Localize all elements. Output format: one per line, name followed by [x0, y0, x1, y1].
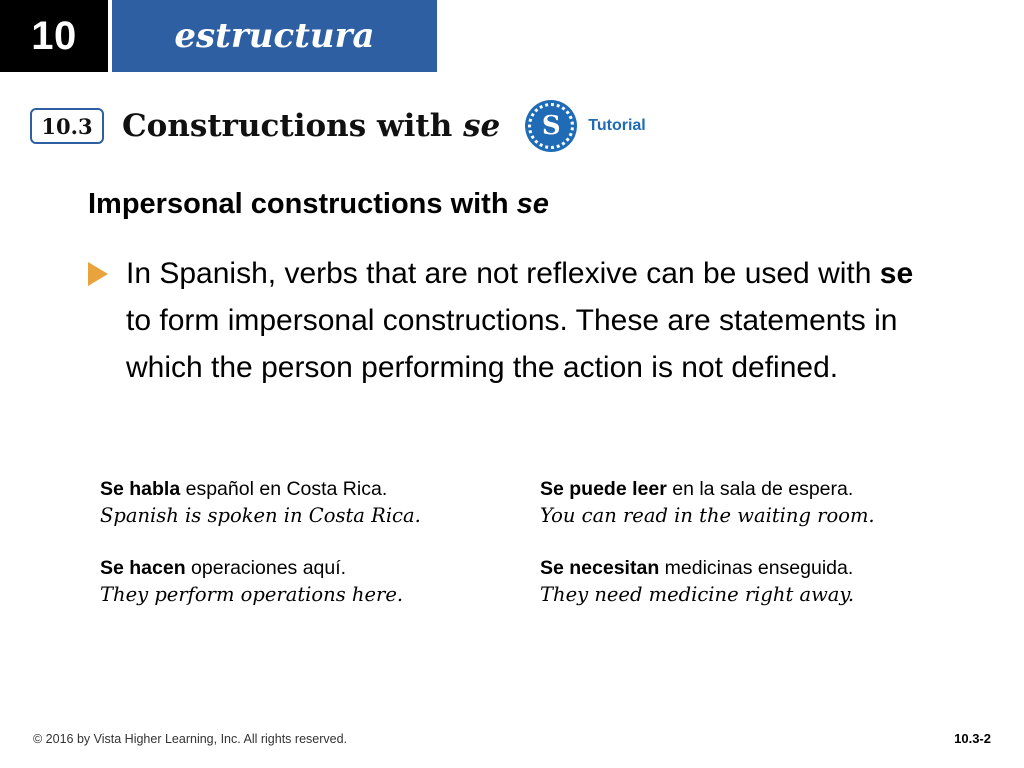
section-number-badge: 10.3 [30, 108, 104, 144]
example-english: You can read in the waiting room. [540, 504, 875, 527]
example-spanish-bold: Se puede leer [540, 478, 667, 500]
example-english: They need medicine right away. [540, 583, 855, 606]
bullet-triangle-icon [88, 262, 108, 286]
tutorial-link[interactable] [528, 103, 645, 149]
example-spanish [100, 557, 540, 580]
examples-grid [100, 478, 990, 606]
example-english: Spanish is spoken in Costa Rica. [100, 504, 421, 527]
example-spanish-bold: Se hacen [100, 557, 186, 579]
tutorial-icon[interactable]: S [528, 103, 574, 149]
example-item [100, 557, 540, 606]
section-title-main: Constructions with [122, 108, 464, 144]
subhead-italic: se [516, 188, 549, 220]
example-spanish-bold: Se habla [100, 478, 181, 500]
bullet-text-part2: to form impersonal constructions. These are statements in which the person performing the action is not defined. [126, 304, 898, 384]
example-spanish [540, 557, 990, 580]
page-title [88, 188, 549, 221]
section-heading-row [30, 98, 990, 154]
example-item [540, 478, 990, 527]
example-spanish [540, 478, 990, 501]
section-title [122, 108, 500, 144]
slide-header [0, 0, 1024, 72]
section-banner-title: estructura [174, 16, 375, 56]
page-number: 10.3-2 [954, 731, 991, 746]
chapter-number: 10 [31, 13, 77, 58]
subhead-main: Impersonal constructions with [88, 188, 517, 220]
tutorial-label[interactable]: Tutorial [588, 117, 646, 134]
example-spanish-rest: en la sala de espera. [666, 478, 854, 500]
example-spanish-rest: operaciones aquí. [185, 557, 347, 579]
example-item [540, 557, 990, 606]
example-spanish-bold: Se necesitan [540, 557, 660, 579]
example-spanish-rest: medicinas enseguida. [659, 557, 854, 579]
bullet-block [88, 250, 968, 391]
example-spanish-rest: español en Costa Rica. [180, 478, 388, 500]
copyright-text: © 2016 by Vista Higher Learning, Inc. All rights reserved. [33, 732, 348, 746]
section-title-italic: se [463, 108, 501, 144]
bullet-text [126, 250, 946, 391]
bullet-text-part1: In Spanish, verbs that are not reflexive can be used with [126, 257, 880, 290]
example-spanish [100, 478, 540, 501]
example-english: They perform operations here. [100, 583, 404, 606]
example-item [100, 478, 540, 527]
bullet-text-bold: se [879, 257, 914, 290]
